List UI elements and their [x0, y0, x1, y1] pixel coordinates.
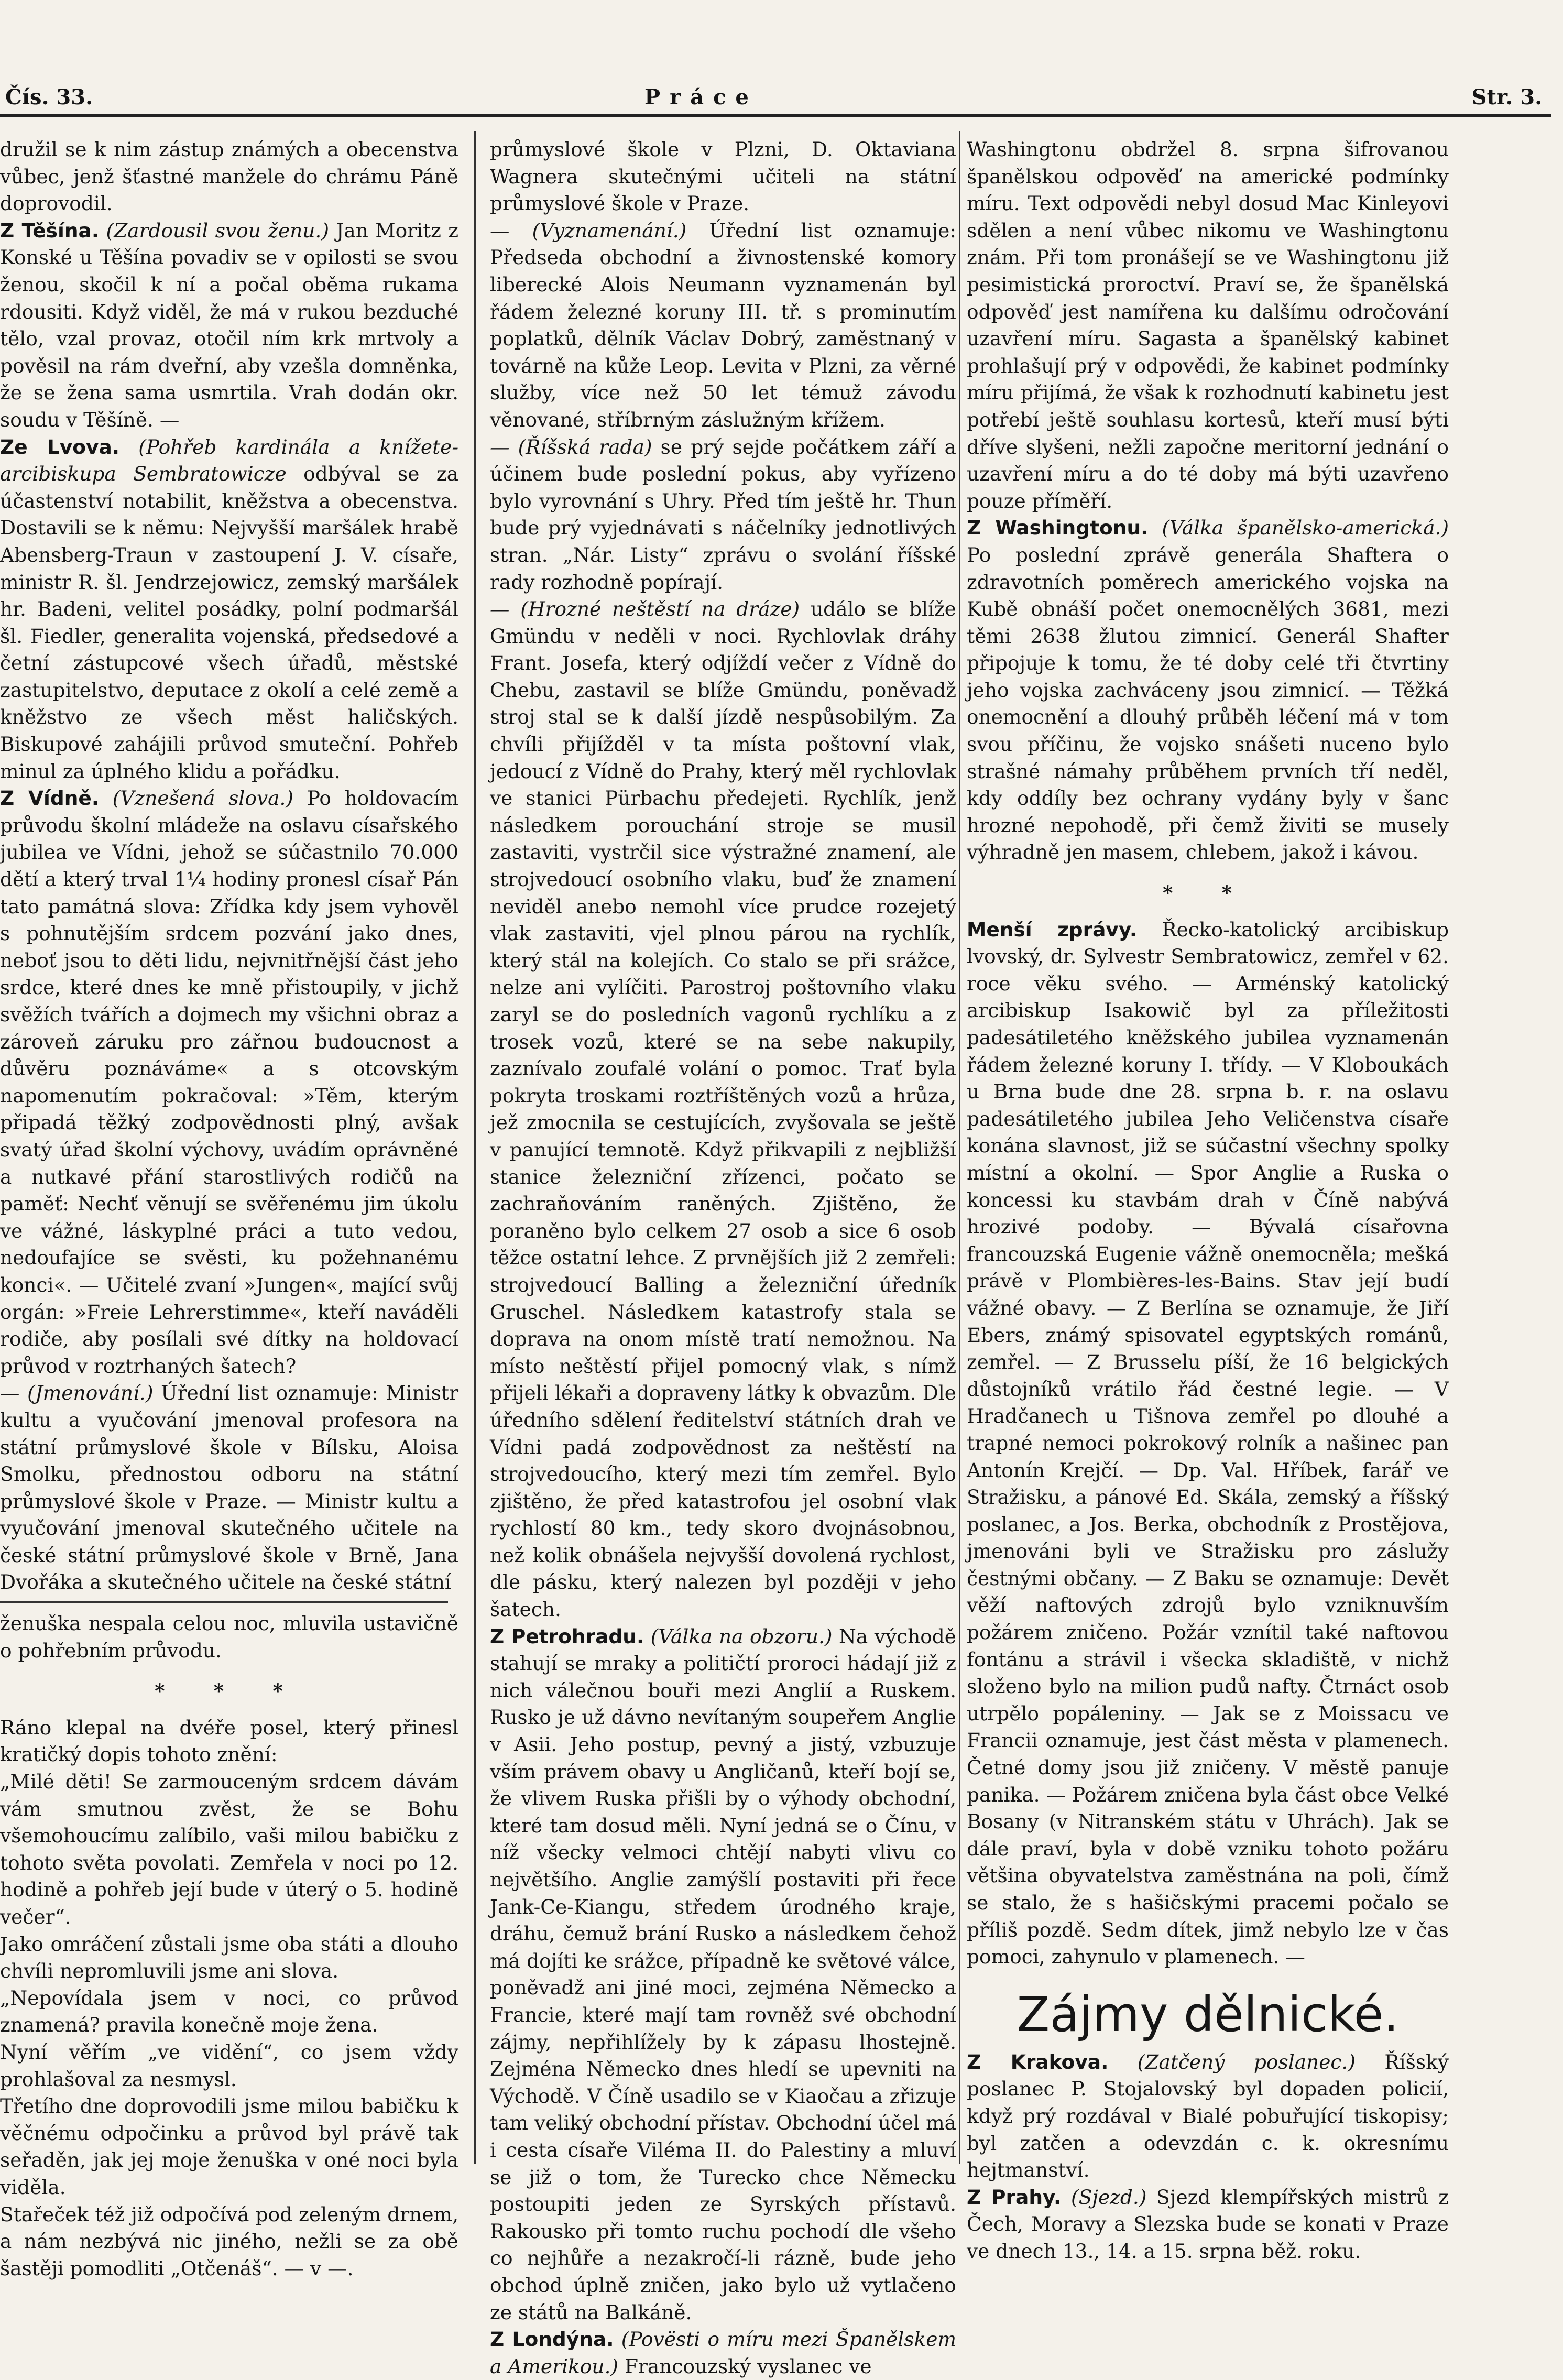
article-paragraph — [0, 2201, 458, 2283]
article-text: Řecko-katolický arcibiskup lvovský, dr. Sylvestr Sembratowicz, zemřel v 62. roce věku svého. — Arménský katolický arcibiskup Isakowič byl za příležitosti padesátiletého kněžského jubilea vyznamenán řádem železné koruny I. třídy. — V Kloboukách u Brna bude dne 28. srpna b. r. na oslavu padesátiletého jubilea Jeho Veličenstva císaře konána slavnost, již se súčastní všechny spolky místní a okolní. — Spor Anglie a Ruska o koncessi ku stavbám drah v Číně nabývá hrozivé podoby. — Bývalá císařovna francouzská Eugenie vážně onemocněla; mešká právě v Plombières-les-Bains. Stav její budí vážné obavy. — Z Berlína se oznamuje, že Jiří Ebers, známý spisovatel egyptských románů, zemřel. — Z Brusselu píší, že 16 belgických důstojníků vrátilo řád čestné legie. — V Hradčanech u Tišnova zemřel po dlouhé a trapné nemoci pokrokový rolník a našinec pan Antonín Krejčí. — Dp. Val. Hříbek, farář ve Stražisku, a pánové Ed. Skála, zemský a říšský poslanec, a Jos. Berka, obchodník z Prostějova, jmenováni byli ve Stražisku pro záslužy čestnými občany. — Z Baku se oznamuje: Devět věží naftových zdrojů bylo vzniknuvším požárem zničeno. Požár vznítil také naftovou fontánu a strávil i všecka skladiště, v nichž složeno bylo na milion pudů nafty. Čtrnáct osob utrpělo popáleniny. — Jak se z Moissacu ve Francii oznamuje, jest část města v plamenech. Četné domy jsou již zničeny. V městě panuje panika. — Požárem zničena byla část obce Velké Bosany (v Nitranském státu v Uhrách). Jak se dále praví, byla v době vzniku tohoto požáru většina obyvatelstva zaměstnána na poli, čímž se stalo, že s hašičskými pracemi počalo se příliš pozdě. Sedm dítek, jimž nebylo lze v čas pomoci, zahynulo v plamenech. — — [967, 918, 1449, 1969]
separator-stars: * * * — [155, 1679, 304, 1703]
article-text: odbýval se za účastenství notabilit, kněžstva a obecenstva. Dostavili se k němu: Nejvyšší maršálek hrabě Abensberg-Traun v zastoupení J. V. císaře, ministr R. šl. Jendrzejowicz, zemský maršálek hr. Badeni, velitel posádky, polní podmaršál šl. Fiedler, generalita vojenská, předsedové a četní zástupcové všech úřadů, městské zastupitelstvo, deputace z okolí a celé země a kněžstvo ze všech měst haličských. Biskupové zahájili průvod smuteční. Pohřeb minul za úplného klidu a pořádku. — [0, 462, 458, 783]
article-text: průmyslové škole v Plzni, D. Oktaviana Wagnera skutečnými učiteli na státní průmyslové škole v Praze. — [490, 138, 956, 215]
article-text: Na východě stahují se mraky a političtí proroci hádají již z nich válečnou bouři mezi Anglií a Ruskem. Rusko je už dávno nevítaným soupeřem Anglie v Asii. Jeho postup, pevný a jistý, vzbuzuje vším právem obavy u Angličanů, kteří bojí se, že vlivem Ruska přišli by o výhody obchodní, které tam dosud měli. Nyní jedná se o Čínu, v níž všecky velmoci chtějí nabyti vlivu co největšího. Anglie zamýšlí postaviti při řece Jank-Ce-Kiangu, středem úrodného kraje, dráhu, čemuž brání Rusko a následkem čehož má dojíti ke srážce, případně ke světové válce, poněvadž ani jiné moci, zejména Německo a Francie, které mají tam rovněž své obchodní zájmy, nepřihlížely by k zápasu lhostejně. Zejména Německo dnes hledí se upevniti na Východě. V Číně usadilo se v Kiaočau a zřizuje tam veliký obchodní přístav. Obchodní účel má i cesta císaře Viléma II. do Palestiny a mluví se již o tom, že Turecko chce Německu postoupiti jeden ze Syrských přístavů. Rakousko při tomto ruchu pochodí dle všeho co nejhůře a nezakročí-li rázně, bude jeho obchod úplně zničen, jako bylo už vytlačeno ze států na Balkáně. — [490, 1624, 957, 2324]
article-paragraph — [490, 2326, 956, 2380]
article-paragraph — [490, 434, 956, 596]
article-text: Francouzský vyslanec ve — [618, 2354, 872, 2378]
article-paragraph — [0, 1931, 458, 1985]
article-paragraph — [0, 2039, 458, 2093]
issue-number: Čís. 33. — [5, 85, 93, 110]
article-lead: Z Krakova. — [967, 2050, 1109, 2073]
article-subtitle: (Válka španělsko-americká.) — [1162, 516, 1449, 540]
column-divider — [474, 131, 476, 2164]
article-subtitle: (Povësti o míru mezi Španělskem a Amerikou.) — [490, 2328, 957, 2378]
article-paragraph — [967, 2184, 1449, 2265]
article-paragraph — [0, 217, 458, 434]
page-number: Str. 3. — [1471, 85, 1542, 110]
column-right — [967, 136, 1449, 2263]
article-paragraph — [490, 217, 956, 434]
section-rule — [0, 1601, 448, 1603]
column-middle — [490, 136, 957, 2378]
article-paragraph — [0, 1610, 458, 1664]
article-paragraph — [490, 136, 956, 217]
article-paragraph — [490, 1623, 956, 2326]
article-lead: Menší zprávy. — [967, 918, 1138, 941]
article-subtitle: (Vznešená slova.) — [112, 787, 294, 810]
article-text: „Nepovídala jsem v noci, co průvod znamená? pravila konečně moje žena. — [0, 1986, 458, 2037]
article-subtitle: — (Hrozné neštěstí na dráze) — [490, 597, 800, 621]
article-text: Po holdovacím průvodu školní mládeže na oslavu císařského jubilea ve Vídni, jehož se súčastnilo 70.000 dětí a který trval 1¼ hodiny pronesl císař Pán tato památná slova: Zřídka kdy jsem vyhověl s pohnutějším srdcem pozvání jako dnes, neboť jsou to děti lidu, nejvnitřnější část jeho srdce, které dnes ke mně přistoupily, v jichž svěžích tvářích a dojmech my všichni obraz a zároveň záruku pro zářnou budoucnost a důvěru poznáváme« a s otcovským napomenutím pokračoval: »Těm, kterým připadá těžký zodpovědnosti plný, avšak svatý úřad školní výchovy, uvádím oprávněné a nutkavé přání starostlivých rodičů na paměť: Nechť věnují se svěřenému jim úkolu ve vážné, láskyplné práci a tuto vedou, nedoufajíce se svěsti, ku požehnanému konci«. — Učitelé zvaní »Jungen«, mající svůj orgán: »Freie Lehrerstimme«, kteří naváděli rodiče, aby posílali své dítky na holdovací průvod v roztrhaných šatech? — [0, 787, 459, 1378]
article-text: Úřední list oznamuje: Předseda obchodní a živnostenské komory liberecké Alois Neumann vyznamenán byl řádem železné koruny III. tř. s prominutím poplatků, dělník Václav Dobrý, zaměstnaný v továrně na kůže Leop. Levita v Plzni, za věrné služby, více než 50 let témuž závodu věnované, stříbrným záslužným křížem. — [490, 219, 956, 431]
article-text: Washingtonu obdržel 8. srpna šifrovanou španělskou odpověď na americké podmínky míru. Text odpovědi nebyl dosud Mac Kinleyovi sdělen a není vůbec nikomu ve Washingtonu znám. Při tom pronášejí se ve Washingtonu již pesimistická proroctví. Praví se, že španělská odpověď jest namířena ku dalšímu odročování uzavření míru. Sagasta a španělský kabinet prohlašují prý v odpovědi, že kabinet podmínky míru přijímá, že však k rozhodnutí kabinetu jest potřebí ještě souhlasu kortesů, kteří musí býti dříve slyšeni, nežli započne meritorní jednání o uzavření míru a do té doby má býti uzavřeno pouze příměří. — [967, 138, 1449, 512]
article-text: událo se blíže Gmündu v neděli v noci. Rychlovlak dráhy Frant. Josefa, který odjíždí večer z Vídně do Chebu, zastavil se blíže Gmündu, poněvadž stroj stal se k další jízdě nespůsobilým. Za chvíli přijížděl v ta místa poštovní vlak, jedoucí z Vídně do Prahy, který měl rychlovlak ve stanici Pürbachu předejeti. Rychlík, jenž následkem porouchání stroje se musil zastaviti, vystrčil sice výstražné znamení, ale strojvedoucí osobního vlaku, buď že znamení neviděl anebo nemohl více prudce rozejetý vlak zastaviti, vjel plnou párou na rychlík, který stál na kolejích. Co stalo se při srážce, nelze ani vylíčiti. Parostroj poštovního vlaku zaryl se do posledních vagonů rychlíku a z trosek vozů, které se na sebe nakupily, zaznívalo zoufalé volání o pomoc. Trať byla pokryta troskami roztříštěných vozů a hrůza, jež zmocnila se cestujících, zvyšovala se ještě v panující temnotě. Když přikvapili z nejbližší stanice železniční zřízenci, počato se zachraňováním raněných. Zjištěno, že poraněno bylo celkem 27 osob a sice 6 osob těžce ostatní lehce. Z prvnějších již 2 zemřeli: strojvedoucí Balling a železniční úředník Gruschel. Následkem katastrofy stala se doprava na onom místě tratí nemožnou. Na místo neštěstí přijel pomocný vlak, s nímž přijeli lékaři a dopraveny látky k obvazům. Dle úředního sdělení ředitelství státních drah ve Vídni padá zodpovědnost za neštěstí na strojvedoucího, který mezi tím zemřel. Bylo zjištěno, že před katastrofou jel osobní vlak rychlostí 80 km., tedy skoro dvojnásobnou, než kolik obnášela nejvyšší dovolená rychlost, dle pásku, který nalezen byl později v jeho šatech. — [490, 597, 956, 1621]
article-lead: Z Vídně. — [0, 787, 100, 810]
article-paragraph — [0, 2093, 458, 2201]
article-text: Po poslední zprávě generála Shaftera o zdravotních poměrech amerického vojska na Kubě obnáší počet onemocnělých 3681, mezi těmi 2638 žlutou zimnicí. Generál Shafter připojuje k tomu, že té doby celé tři čtvrtiny jeho vojska zachváceny jsou zimnicí. — Těžká onemocnění a dlouhý průběh léčení má v tom svou příčinu, že vojsko snášeti nuceno bylo strašné námahy průběhem prvních tří neděl, kdy oddíly bez ochrany vydány byly v šanc hrozné nepohodě, při čemž živiti se musely výhradně jen masem, chlebem, jakož i kávou. — [967, 543, 1449, 864]
article-text: „Milé děti! Se zarmouceným srdcem dávám vám smutnou zvěst, že se Bohu všemohoucímu zalíbilo, vaši milou babičku z tohoto světa povolati. Zemřela v noci po 12. hodině a pohřeb její bude v úterý o 5. hodině večer“. — [0, 1770, 458, 1928]
article-subtitle: (Pohřeb kardinála a knížete-arcibiskupa Sembratowicze — [0, 435, 459, 486]
article-paragraph — [0, 136, 458, 217]
header-rule — [0, 114, 1551, 117]
article-text: Říšský poslanec P. Stojalovský byl dopaden policií, když prý rozdával v Bialé pobuřující tiskopisy; byl zatčen a odevzdán c. k. okresnímu hejtmanství. — [967, 2050, 1449, 2182]
article-text: Ráno klepal na dvéře posel, který přinesl kratičký dopis tohoto znění: — [0, 1716, 458, 1766]
article-subtitle: (Válka na obzoru.) — [650, 1624, 833, 1648]
article-subtitle: (Sjezd.) — [1071, 2185, 1147, 2209]
section-title: Zájmy dělnické. — [1017, 1986, 1399, 2043]
article-subtitle: (Zatčený poslanec.) — [1137, 2050, 1356, 2073]
article-paragraph — [967, 136, 1449, 515]
page-header — [0, 79, 1563, 115]
article-lead: Z Prahy. — [967, 2185, 1062, 2209]
article-text: Nyní věřím „ve vidění“, co jsem vždy prohlašoval za nesmysl. — [0, 2040, 458, 2091]
article-text: Jako omráčení zůstali jsme oba státi a dlouho chvíli nepromluvili jsme ani slova. — [0, 1932, 458, 1983]
article-paragraph — [0, 434, 458, 785]
article-subtitle: (Zardousil svou ženu.) — [106, 219, 329, 242]
column-left — [0, 136, 459, 2280]
article-text: Sjezd klempířských mistrů z Čech, Moravy a Slezska bude se konati v Praze ve dnech 13., 14. a 15. srpna běž. roku. — [967, 2185, 1449, 2263]
article-text: Stařeček též již odpočívá pod zeleným drnem, a nám nezbývá nic jiného, nežli se za obě šastěji pomodliti „Otčenáš“. — v —. — [0, 2202, 458, 2280]
article-lead: Ze Lvova. — [0, 435, 120, 458]
article-lead: Z Těšína. — [0, 219, 100, 242]
article-lead: Z Petrohradu. — [490, 1624, 644, 1648]
article-paragraph — [0, 1380, 458, 1596]
article-text: ženuška nespala celou noc, mluvila ustavičně o pohřebním průvodu. — [0, 1612, 458, 1662]
column-divider — [959, 131, 960, 2164]
article-paragraph — [0, 1768, 458, 1931]
article-lead: Z Londýna. — [490, 2328, 614, 2351]
article-subtitle: — (Říšská rada) — [490, 435, 652, 458]
article-paragraph — [0, 1715, 458, 1768]
article-lead: Z Washingtonu. — [967, 516, 1149, 540]
article-subtitle: — (Jmenování.) — [0, 1381, 154, 1405]
newspaper-title: Práce — [644, 85, 758, 110]
article-subtitle: — (Vyznamenání.) — [490, 219, 687, 242]
article-paragraph — [967, 515, 1449, 866]
article-text: družil se k nim zástup známých a obecenstva vůbec, jenž šťastné manžele do chrámu Páně doprovodil. — [0, 138, 458, 215]
article-paragraph — [0, 1985, 458, 2039]
article-text: Jan Moritz z Konské u Těšína povadiv se v opilosti se svou ženou, skočil k ní a počal oběma rukama rdousiti. Když viděl, že má v rukou bezduché tělo, vzal provaz, otočil ním krk mrtvoly a pověsil na rám dveřní, aby vzešla domněnka, že se žena sama usmrtila. Vrah dodán okr. soudu v Těšíně. — — [0, 219, 458, 431]
article-text: Třetího dne doprovodili jsme milou babičku k věčnému odpočinku a průvod byl právě tak seřaděn, jak jej moje ženuška v oné noci byla viděla. — [0, 2094, 458, 2199]
article-paragraph — [490, 596, 956, 1623]
article-text: se prý sejde počátkem září a účinem bude poslední pokus, aby vyřízeno bylo vyrovnání s Uhry. Před tím ještě hr. Thun bude prý vyjednávati s náčelníky jednotlivých stran. „Nár. Listy“ zprávu o svolání říšské rady rozhodně popírají. — [490, 435, 956, 594]
article-text: Úřední list oznamuje: Ministr kultu a vyučování jmenoval profesora na státní průmyslové škole v Bílsku, Aloisa Smolku, přednostou odboru na státní průmyslové škole v Praze. — Ministr kultu a vyučování jmenoval skutečného učitele na české státní průmyslové škole v Brně, Jana Dvořáka a skutečného učitele na české státní — [0, 1381, 458, 1594]
article-paragraph — [967, 2049, 1449, 2184]
article-paragraph — [967, 916, 1449, 1971]
separator-stars: * * — [1162, 881, 1253, 905]
article-paragraph — [0, 785, 458, 1380]
